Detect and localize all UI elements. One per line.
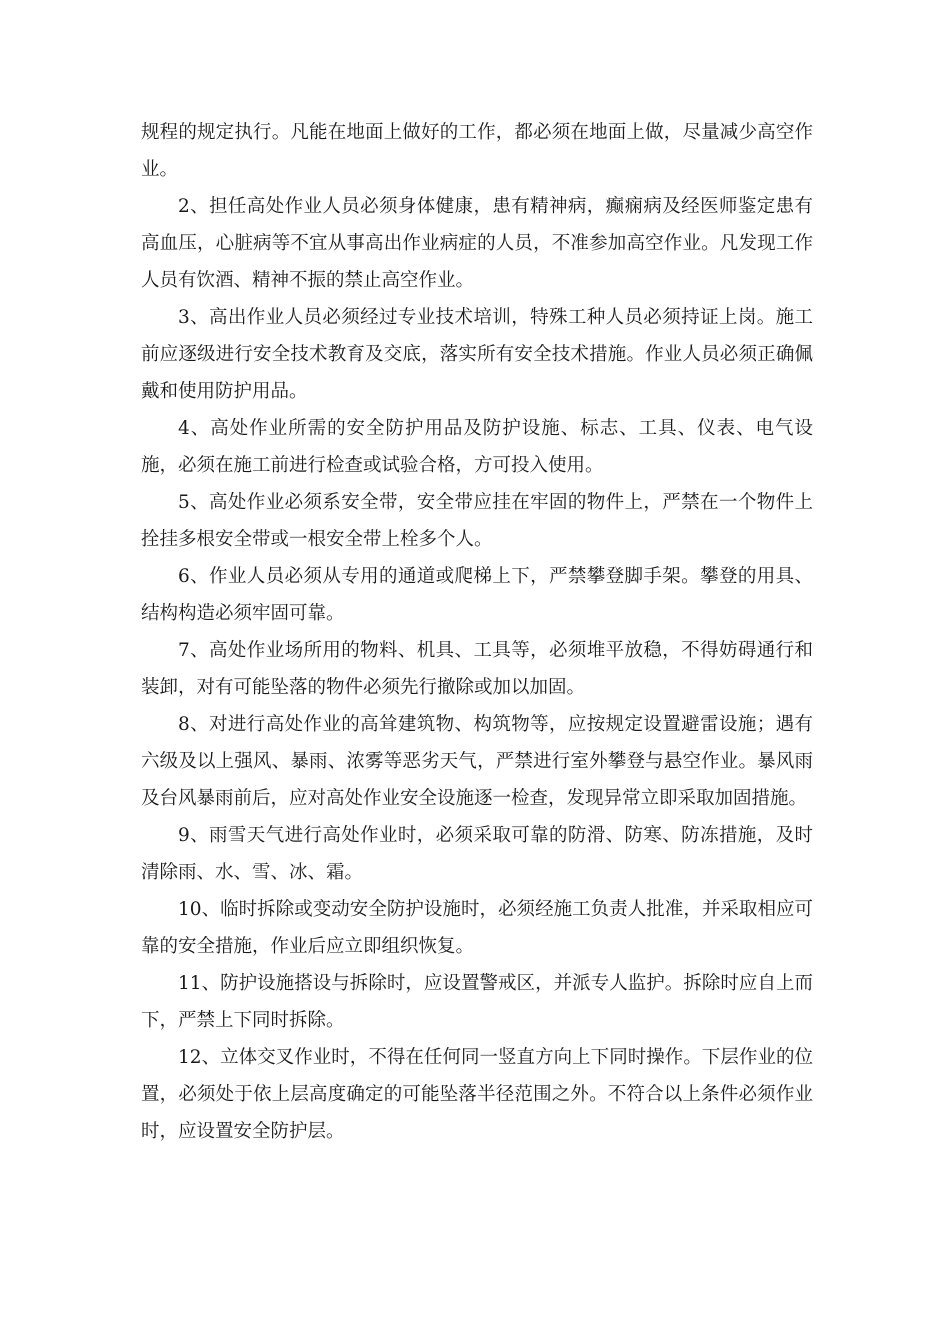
paragraph-item-4: 4、高处作业所需的安全防护用品及防护设施、标志、工具、仪表、电气设施，必须在施工前进行检查或试验合格，方可投入使用。 xyxy=(141,418,813,476)
paragraph-item-11: 11、防护设施搭设与拆除时，应设置警戒区，并派专人监护。拆除时应自上而下，严禁上下同时拆除。 xyxy=(141,973,813,1031)
paragraph-item-8: 8、对进行高处作业的高耸建筑物、构筑物等，应按规定设置避雷设施；遇有六级及以上强风、暴雨、浓雾等恶劣天气，严禁进行室外攀登与悬空作业。暴风雨及台风暴雨前后，应对高处作业安全设施逐一检查，发现异常立即采取加固措施。 xyxy=(141,714,813,809)
paragraph-item-6: 6、作业人员必须从专用的通道或爬梯上下，严禁攀登脚手架。攀登的用具、结构构造必须牢固可靠。 xyxy=(141,566,813,624)
paragraph-item-9: 9、雨雪天气进行高处作业时，必须采取可靠的防滑、防寒、防冻措施，及时清除雨、水、雪、冰、霜。 xyxy=(141,825,813,883)
paragraph-item-5: 5、高处作业必须系安全带，安全带应挂在牢固的物件上，严禁在一个物件上拴挂多根安全带或一根安全带上栓多个人。 xyxy=(141,492,813,550)
document-body xyxy=(141,114,813,1150)
paragraph-continuation: 规程的规定执行。凡能在地面上做好的工作，都必须在地面上做，尽量减少高空作业。 xyxy=(141,122,813,180)
paragraph-item-12: 12、立体交叉作业时，不得在任何同一竖直方向上下同时操作。下层作业的位置，必须处于依上层高度确定的可能坠落半径范围之外。不符合以上条件必须作业时，应设置安全防护层。 xyxy=(141,1047,813,1142)
paragraph-item-3: 3、高出作业人员必须经过专业技术培训，特殊工种人员必须持证上岗。施工前应逐级进行安全技术教育及交底，落实所有安全技术措施。作业人员必须正确佩戴和使用防护用品。 xyxy=(141,307,813,402)
paragraph-item-7: 7、高处作业场所用的物料、机具、工具等，必须堆平放稳，不得妨碍通行和装卸，对有可能坠落的物件必须先行撤除或加以加固。 xyxy=(141,640,813,698)
paragraph-item-10: 10、临时拆除或变动安全防护设施时，必须经施工负责人批准，并采取相应可靠的安全措施，作业后应立即组织恢复。 xyxy=(141,899,813,957)
paragraph-item-2: 2、担任高处作业人员必须身体健康，患有精神病，癫痫病及经医师鉴定患有高血压，心脏病等不宜从事高出作业病症的人员，不准参加高空作业。凡发现工作人员有饮酒、精神不振的禁止高空作业。 xyxy=(141,196,813,291)
